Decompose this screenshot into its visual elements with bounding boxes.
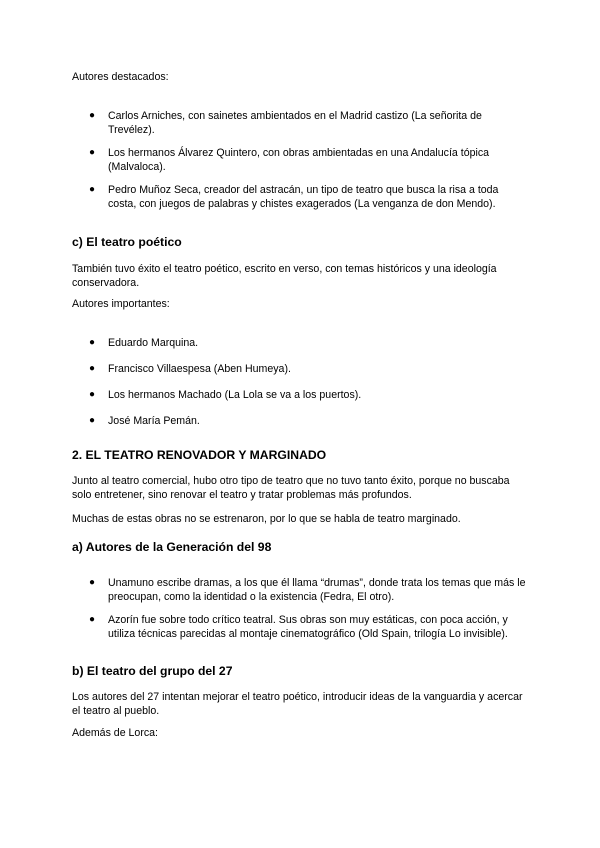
para-27-block <box>72 690 528 718</box>
list-item <box>72 183 528 211</box>
para-renovador-block <box>72 474 528 502</box>
paragraph: Muchas de estas obras no se estrenaron, por lo que se habla de teatro marginado. <box>72 513 461 525</box>
bullet-icon: ● <box>89 614 96 625</box>
para-poetico-block <box>72 262 528 290</box>
authors-label-block <box>72 297 528 311</box>
ademas-label: Además de Lorca: <box>72 727 158 739</box>
list-item-text: Los hermanos Machado (La Lola se va a los puertos). <box>108 389 362 401</box>
section-heading: 2. EL TEATRO RENOVADOR Y MARGINADO <box>72 448 327 462</box>
bullet-icon: ● <box>89 389 96 400</box>
bullet-icon: ● <box>89 415 96 426</box>
paragraph: También tuvo éxito el teatro poético, escrito en verso, con temas históricos y una ideología conservadora. <box>72 263 497 289</box>
section-heading: c) El teatro poético <box>72 235 182 249</box>
list-item <box>72 613 528 641</box>
heading-2-block <box>72 448 528 463</box>
list-item-text: Eduardo Marquina. <box>108 337 199 349</box>
bullet-icon: ● <box>89 577 96 588</box>
list-item <box>72 362 528 376</box>
heading-a-block <box>72 540 528 555</box>
list-item-text: José María Pemán. <box>108 415 200 427</box>
bullet-icon: ● <box>89 110 96 121</box>
heading-c-block <box>72 235 528 250</box>
list-item <box>72 414 528 428</box>
list-item <box>72 109 528 137</box>
bullet-icon: ● <box>89 363 96 374</box>
list-poetic-authors <box>72 336 528 428</box>
list-item <box>72 146 528 174</box>
section-heading: b) El teatro del grupo del 27 <box>72 664 233 678</box>
section-heading: a) Autores de la Generación del 98 <box>72 540 272 554</box>
list-item <box>72 388 528 402</box>
list-item-text: Los hermanos Álvarez Quintero, con obras ambientadas en una Andalucía tópica (Malvaloca). <box>108 147 490 173</box>
intro-label: Autores destacados: <box>72 71 169 83</box>
list-comedy-authors <box>72 109 528 211</box>
list-item-text: Carlos Arniches, con sainetes ambientados en el Madrid castizo (La señorita de Trevélez). <box>108 110 482 136</box>
list-item <box>72 336 528 350</box>
ademas-block <box>72 726 528 740</box>
list-item-text: Unamuno escribe dramas, a los que él llama “drumas”, donde trata los temas que más le preocupan, como la identidad o la existencia (Fedra, El otro). <box>108 577 526 603</box>
bullet-icon: ● <box>89 184 96 195</box>
list-generacion-98 <box>72 576 528 641</box>
list-item-text: Francisco Villaespesa (Aben Humeya). <box>108 363 291 375</box>
paragraph: Los autores del 27 intentan mejorar el teatro poético, introducir ideas de la vanguardia y acercar el teatro al pueblo. <box>72 691 523 717</box>
para-marginado-block <box>72 512 528 526</box>
list-item <box>72 576 528 604</box>
intro-label-block <box>72 70 528 84</box>
paragraph: Junto al teatro comercial, hubo otro tipo de teatro que no tuvo tanto éxito, porque no buscaba solo entretener, sino renovar el teatro y tratar problemas más profundos. <box>72 475 510 501</box>
heading-b-block <box>72 664 528 679</box>
bullet-icon: ● <box>89 147 96 158</box>
list-item-text: Azorín fue sobre todo crítico teatral. Sus obras son muy estáticas, con poca acción, y utiliza técnicas parecidas al montaje cinematográfico (Old Spain, trilogía Lo invisible). <box>108 614 508 640</box>
bullet-icon: ● <box>89 337 96 348</box>
list-item-text: Pedro Muñoz Seca, creador del astracán, un tipo de teatro que busca la risa a toda costa, con juegos de palabras y chistes exagerados (La venganza de don Mendo). <box>108 184 499 210</box>
authors-label: Autores importantes: <box>72 298 170 310</box>
